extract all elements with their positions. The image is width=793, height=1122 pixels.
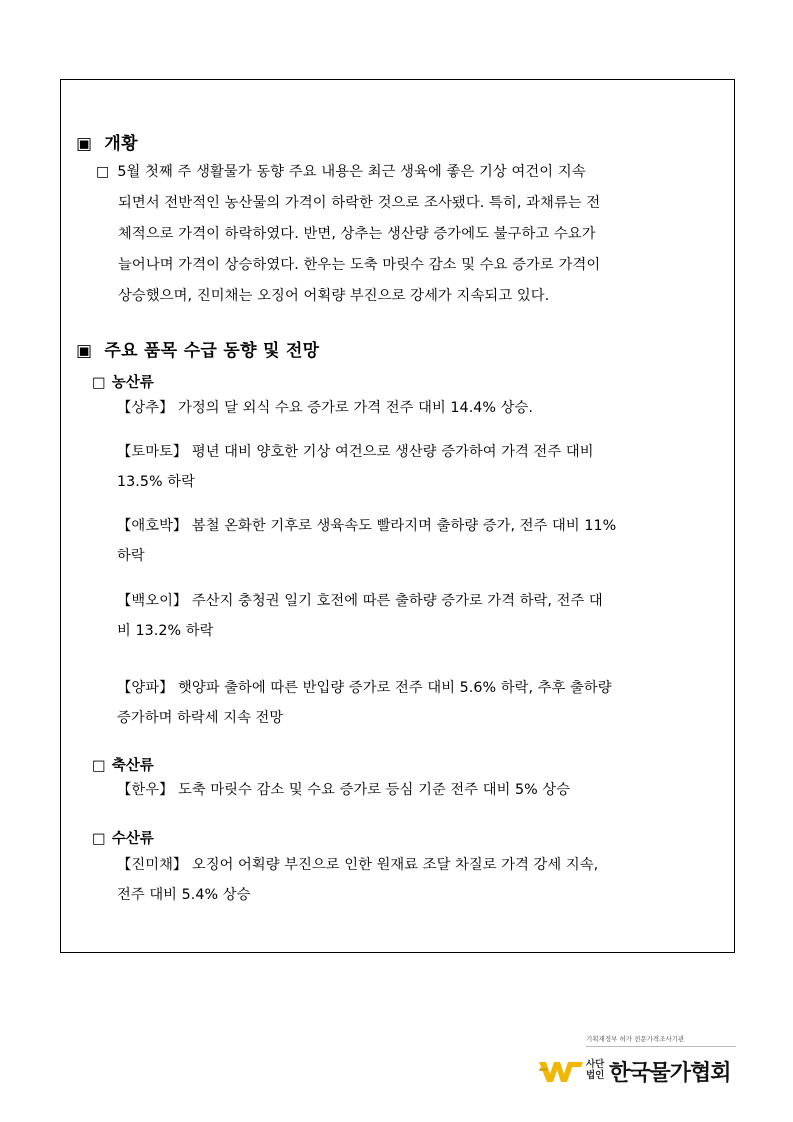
logo-name: 한국물가협회 (609, 1061, 731, 1086)
logo-subtitle: 사단 법인 (586, 1059, 605, 1081)
section-mark-icon: ▣ (76, 341, 93, 361)
livestock-title: 축산류 (111, 758, 154, 774)
overview-heading (76, 129, 138, 154)
checkbox-mark-icon: □ (92, 758, 106, 774)
logo-divider (586, 1046, 736, 1047)
items-title: 주요 품목 수급 동향 및 전망 (104, 341, 320, 361)
checkbox-mark-icon: □ (92, 831, 106, 847)
logo-caption: 기획재정부 허가 전문가격조사기관 (586, 1035, 685, 1043)
agri-title: 농산류 (111, 375, 154, 391)
livestock-heading (92, 754, 154, 775)
item-onion: 【양파】 햇양파 출하에 따른 반입량 증가로 전주 대비 5.6% 하락, 추후 출하량 증가하며 하락세 지속 전망 (117, 680, 612, 726)
item-lettuce: 【상추】 가정의 달 외식 수요 증가로 가격 전주 대비 14.4% 상승. (117, 400, 533, 416)
checkbox-mark-icon: □ (92, 375, 106, 391)
kpa-logo-icon (538, 1058, 584, 1084)
item-cucumber: 【백오이】 주산지 충청권 일기 호전에 따른 출하량 증가로 가격 하락, 전주 대 비 13.2% 하락 (117, 593, 603, 639)
agri-heading (92, 371, 154, 392)
overview-line: 체적으로 가격이 하락하였다. 반면, 상추는 생산량 증가에도 불구하고 수요가 (118, 226, 596, 242)
item-zucchini: 【애호박】 봄철 온화한 기후로 생육속도 빨라지며 출하량 증가, 전주 대비 11% 하락 (117, 518, 617, 564)
overview-line: 상승했으며, 진미채는 오징어 어획량 부진으로 강세가 지속되고 있다. (118, 288, 550, 304)
overview-line: □ 5월 첫째 주 생활물가 동향 주요 내용은 최근 생육에 좋은 기상 여건이 지속 (96, 164, 586, 180)
checkbox-mark-icon: □ (96, 164, 110, 180)
seafood-heading (92, 827, 154, 848)
seafood-title: 수산류 (111, 831, 154, 847)
overview-title: 개황 (104, 134, 138, 154)
overview-paragraph (96, 157, 704, 312)
overview-line: 되면서 전반적인 농산물의 가격이 하락한 것으로 조사됐다. 특히, 과채류는 전 (118, 195, 601, 211)
items-heading (76, 336, 319, 361)
section-mark-icon: ▣ (76, 134, 93, 154)
item-hanwoo: 【한우】 도축 마릿수 감소 및 수요 증가로 등심 기준 전주 대비 5% 상승 (117, 782, 571, 798)
item-squid: 【진미채】 오징어 어획량 부진으로 인한 원재료 조달 차질로 가격 강세 지속, 전주 대비 5.4% 상승 (117, 857, 599, 903)
overview-line: 늘어나며 가격이 상승하였다. 한우는 도축 마릿수 감소 및 수요 증가로 가격이 (118, 257, 601, 273)
item-tomato: 【토마토】 평년 대비 양호한 기상 여건으로 생산량 증가하여 가격 전주 대비 13.5% 하락 (117, 444, 594, 490)
